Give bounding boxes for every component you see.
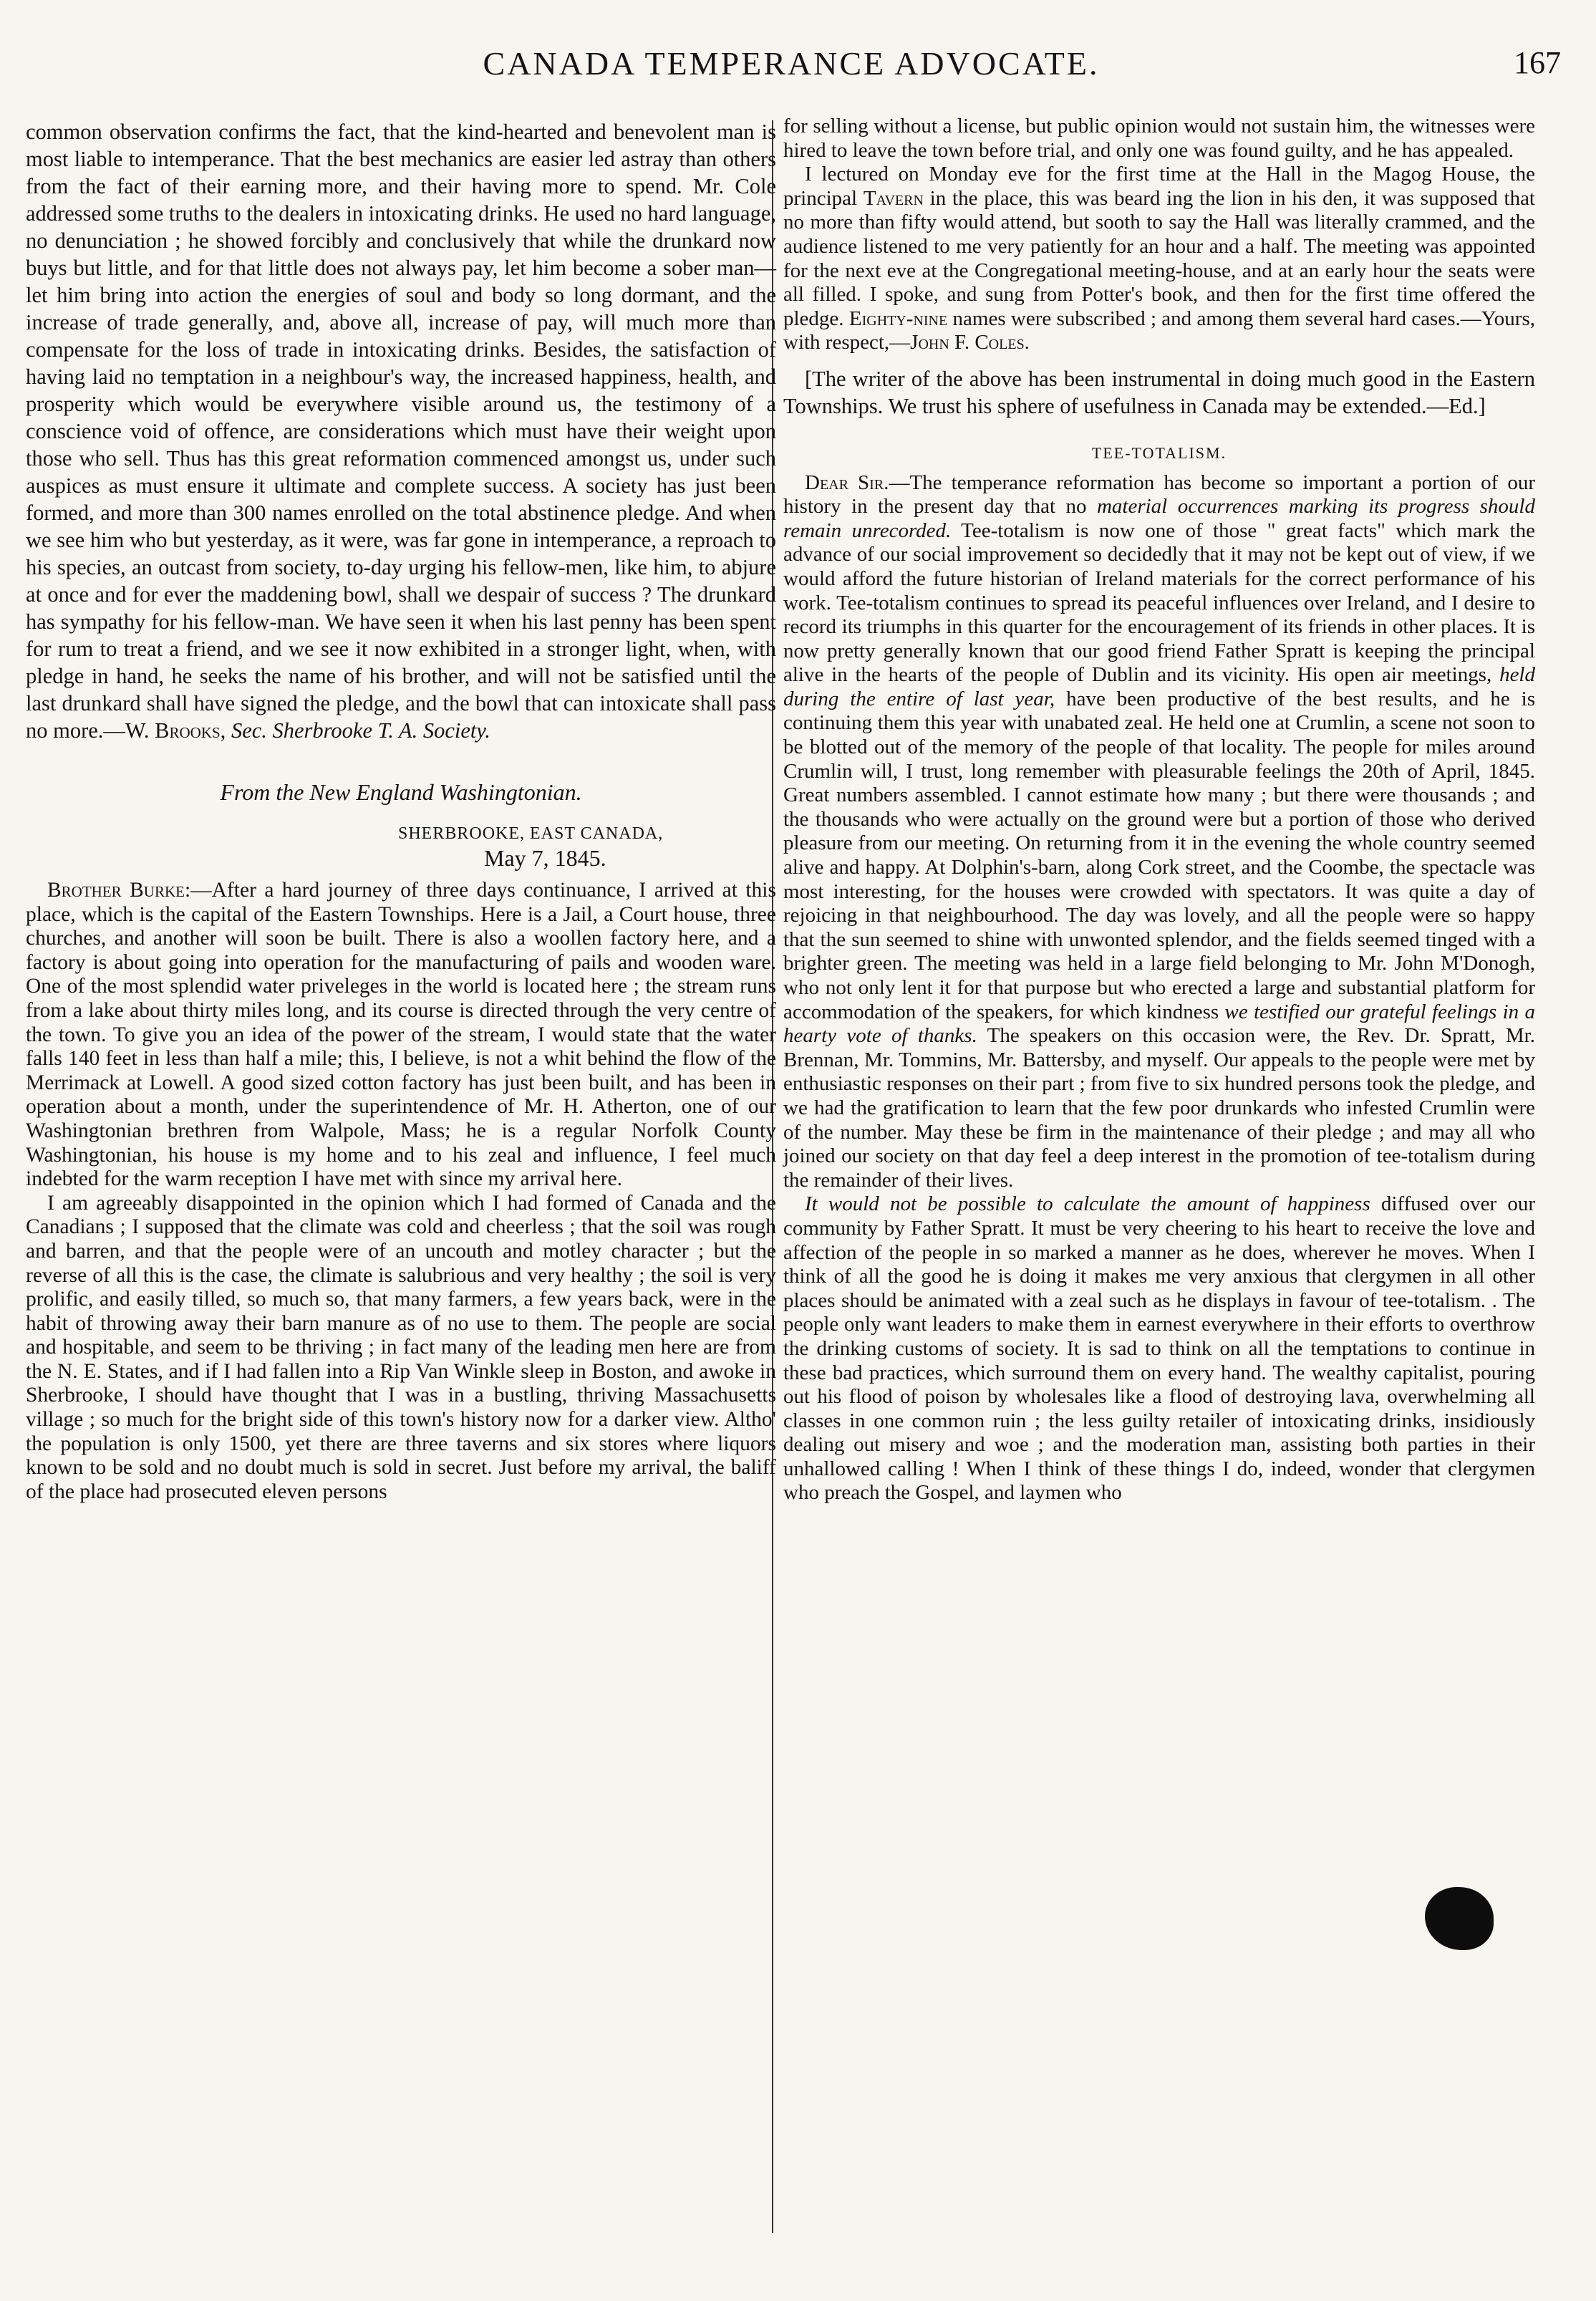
text-span: Eighty-nine [848, 307, 948, 330]
ink-blot [1425, 1887, 1494, 1950]
page-number: 167 [1514, 45, 1561, 80]
text-span: we testified our grateful feelings in a hearty vote of thanks. [783, 1000, 1535, 1048]
text-span: diffused over our community by Father Spratt. It must be very cheering to his heart to receive the love and affection of the people in so marked a manner as he does, wherever he moves. When I think of all the good he is doing it makes me very anxious that clergymen in all other places should be animated with a zeal such as he displays in favour of tee-totalism. . The people only want leaders to make them in earnest everywhere in their efforts to overthrow the drinking customs of society. It is sad to think on all the temptations to continue in these bad practices, which surround them on every hand. The wealthy capitalist, pouring out his flood of poison by wholesales like a flood of destroying lava, overwhelming all classes in one common ruin ; the less guilty retailer of intoxicating drinks, insidiously dealing out misery and woe ; and the moderation man, assisting both parties in their unhallowed calling ! When I think of these things I do, indeed, wonder that clergymen who preach the Gospel, and laymen who [783, 1192, 1535, 1505]
text-span: The speakers on this occasion were, the Rev. Dr. Spratt, Mr. Brennan, Mr. Tommins, Mr. Battersby, and myself. Our appeals to the people were met by enthusiastic responses on their part ; from five to six hundred persons took the pledge, and we had the gratification to learn that the few poor drunkards who infested Crumlin were of the number. May these be firm in the maintenance of their pledge ; and may all who joined our society on that day feel a deep interest in the promotion of tee-totalism during the remainder of their lives. [783, 1024, 1535, 1192]
article-salutation: Dear Sir. [805, 471, 889, 494]
text-span: It would not be possible to calculate the amount of happiness [805, 1192, 1370, 1216]
letter-salutation: Brother Burke [47, 879, 185, 902]
paragraph-text: common observation confirms the fact, that the kind-hearted and benevolent man is most liable to intemperance. That the best mechanics are easier led astray than others from the fact of their earning more, and their having more to spend. Mr. Cole addressed some truths to the dealers in intoxicating drinks. He used no hard language, no denunciation ; he showed forcibly and conclusively that while the drunkard now buys but little, and for that little does not always pay, let him become a sober man—let him bring into action the energies of soul and body so long dormant, and the increase of trade generally, and, above all, increase of pay, will much more than compensate for the loss of trade in intoxicating drinks. Besides, the satisfaction of having laid no temptation in a neighbour's way, the increased happiness, health, and prosperity which would be everywhere visible around us, the testimony of a conscience void of offence, are considerations which must have their weight upon those who sell. Thus has this great reformation commenced amongst us, under such auspices as must ensure it ultimate and complete success. A society has just been formed, and more than 300 names enrolled on the total abstinence pledge. And when we see him who but yesterday, as it were, was far gone in intemperance, a reproach to his species, an outcast from society, to-day urging his fellow-men, like him, to abjure at once and for ever the maddening bowl, shall we despair of success ? The drunkard has sympathy for his fellow-man. We have seen it when his last penny has been spent for rum to treat a friend, and we see it now exhibited in a stronger light, when, with pledge in hand, he seeks the name of his brother, and will not be satisfied until the last drunkard shall have signed the pledge, and the bowl that can intoxicate shall pass no more.— [26, 120, 776, 743]
journal-title: CANADA TEMPERANCE ADVOCATE. [483, 45, 1100, 82]
dateline [398, 821, 776, 870]
editor-note: [The writer of the above has been instrumental in doing much good in the Eastern Townships. We trust his sphere of usefulness in Canada may be extended.—Ed.] [783, 366, 1535, 418]
article-continuation [26, 118, 776, 744]
text-span: —The temperance reformation has become so important a portion of our history in the present day that no [783, 471, 1535, 518]
text-span: , the principal [783, 163, 1535, 210]
text-span: Hall in the Magog House [1266, 163, 1495, 186]
letter-paragraph [26, 879, 776, 1192]
text-span: have been productive of the best results, and he is continuing them this year with unabated zeal. He held one at Crumlin, a scene not soon to be blotted out of the memory of the people of that locality. The people for miles around Crumlin will, I trust, long remember with pleasurable feelings the 20th of April, 1845. Great numbers assembled. I cannot estimate how many ; but there were thousands ; and the thousands who were actually on the ground were but a portion of those who derived pleasure from our meeting. On returning from it in the evening the whole country seemed alive and happy. At Dolphin's-barn, along Cork street, and the Coombe, the spectacle was most interesting, for the houses were crowded with spectators. It was quite a day of rejoicing in that neighbourhood. The day was lovely, and all the people were so happy that the sun seemed to shine with unwonted splendor, and the fields seemed tinged with a brighter green. The meeting was held in a large field belonging to Mr. John M'Donogh, who not only lent it for that purpose but who erected a large and substantial platform for accommodation of the speakers, for which kindness [783, 687, 1535, 1023]
text-span: held during the entire of last year, [783, 663, 1535, 710]
paragraph-text: :—After a hard journey of three days continuance, I arrived at this place, which is the capital of the Eastern Townships. Here is a Jail, a Court house, three churches, and another will soon be built. There is also a woollen factory here, and a factory is about going into operation for the manufacturing of pails and wooden ware. One of the most splendid water priveleges in the world is located here ; the stream runs from a lake about thirty miles long, and its course is directed through the very centre of the town. To give you an idea of the power of the stream, I would state that the water falls 140 feet in less than half a mile; this, I believe, is not a whit behind the flow of the Merrimack at Lowell. A good sized cotton factory has just been built, and has been in operation about a month, under the superintendence of Mr. H. Atherton, one of our Washingtonian brethren from Walpole, Mass; he is a regular Norfolk County Washingtonian, his house is my home and to his zeal and influence, I feel much indebted for the warm reception I have met with since my arrival here. [26, 879, 776, 1191]
section-heading: From the New England Washingtonian. [220, 779, 582, 805]
text-span: Tee-totalism is now one of those " great facts" which mark the advance of our social improvement so decidedly that it may not be kept out of view, if we would afford the future historian of Ireland materials for the correct performance of his work. Tee-totalism continues to spread its peaceful influences over Ireland, and I desire to record its triumphs in this quarter for the encouragement of its friends in other places. It is now pretty generally known that our good friend Father Spratt is keeping the principal alive in the hearts of the people of Dublin and its vicinity. His open air meetings, [783, 518, 1535, 687]
text-span: names were subscribed ; and among them several hard cases.—Yours, with respect,— [783, 307, 1535, 354]
signature-title: Sec. Sherbrooke T. A. Society. [231, 718, 490, 743]
letter-paragraph [783, 163, 1535, 355]
left-column [26, 118, 776, 1504]
article-paragraph [783, 471, 1535, 1193]
right-column [783, 115, 1535, 1505]
letter-paragraph: for selling without a license, but public opinion would not sustain him, the witnesses were hired to leave the town before trial, and only one was found guilty, and he has appealed. [783, 115, 1535, 162]
letter [26, 879, 776, 1504]
signature-name: W. Brooks, [125, 718, 226, 743]
letter-signature: John F. Coles. [910, 331, 1030, 354]
dateline-date: May 7, 1845. [484, 845, 606, 871]
text-span: in the place, this was beard ing the lion in his den, it was supposed that no more than fifty would attend, but sooth to say the Hall was literally crammed, and the audience listened to me very patiently for an hour and a half. The meeting was appointed for the next eve at the Congregational meeting-house, and at an early hour the seats were all filled. I spoke, and sung from Potter's book, and then for the first time offered the pledge. [783, 186, 1535, 330]
dateline-place: SHERBROOKE, EAST CANADA, [398, 824, 664, 843]
article-paragraph [783, 1192, 1535, 1505]
article-heading: TEE-TOTALISM. [1091, 443, 1227, 462]
text-span: I lectured on Monday eve for the first time at the [805, 163, 1267, 186]
text-span: Tavern [863, 186, 924, 210]
page-header [21, 44, 1561, 102]
letter-paragraph: I am agreeably disappointed in the opinion which I had formed of Canada and the Canadians ; I supposed that the climate was cold and cheerless ; that the soil was rough and barren, and that the people were of an uncouth and motley character ; but the reverse of all this is the case, the climate is salubrious and very healthy ; the soil is very prolific, and easily tilled, so much so, that many farmers, a few years back, were in the habit of throwing away their barn manure as of no use to them. The people are social and hospitable, and seem to be thriving ; in fact many of the leading men here are from the N. E. States, and if I had fallen into a Rip Van Winkle sleep in Boston, and awoke in Sherbrooke, I should have thought that I was in a bustling, thriving Massachusetts village ; so much for the bright side of this town's history now for a darker view. Altho' the population is only 1500, yet there are three taverns and six stores where liquors known to be sold and no doubt much is sold in secret. Just before my arrival, the baliff of the place had prosecuted eleven persons [26, 1191, 776, 1503]
text-span: material occurrences marking its progress should remain unrecorded. [783, 495, 1535, 542]
